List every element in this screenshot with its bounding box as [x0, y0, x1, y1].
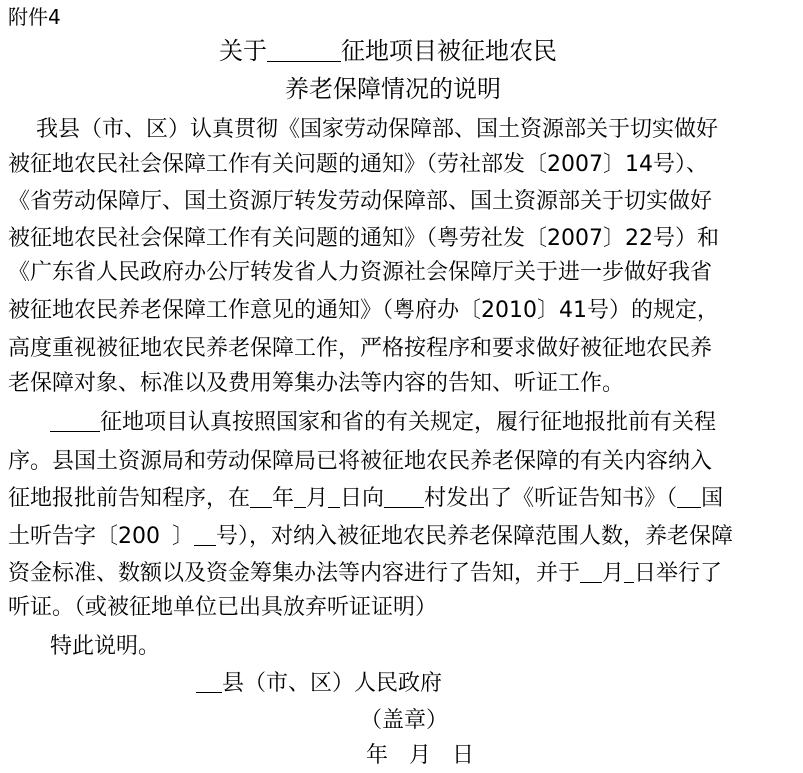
title-line-1: [219, 36, 557, 66]
paragraph1-line: 我县（市、区）认真贯彻《国家劳动保障部、国土资源部关于切实做好: [36, 117, 719, 142]
closing-text: 特此说明。: [50, 634, 161, 659]
paragraph2-line-3: [8, 484, 723, 514]
title-line-2: 养老保障情况的说明: [285, 75, 501, 103]
hearing-month-blank: [580, 560, 602, 583]
paragraph1-line: 《广东省人民政府办公厅转发省人力资源社会保障厅关于进一步做好我省: [8, 260, 713, 285]
signature-org: [196, 669, 442, 699]
month-blank: [294, 485, 306, 508]
paragraph2-line-6: 听证。（或被征地单位已出具放弃听证证明）: [8, 595, 438, 620]
paragraph2-text: 征地报批前告知程序，在: [8, 486, 251, 511]
county-blank: [196, 670, 222, 693]
paragraph1-line: 老保障对象、标准以及费用筹集办法等内容的告知、听证工作。: [8, 371, 625, 396]
title-prefix: 关于: [219, 37, 267, 65]
signature-date: 年 月 日: [366, 743, 474, 768]
paragraph2-text: 〕: [172, 524, 195, 549]
village-blank: [384, 485, 424, 508]
paragraph2-text: 日举行了: [634, 561, 723, 586]
paragraph2-line-1: [50, 408, 716, 438]
signature-org-text: 县（市、区）人民政府: [222, 671, 443, 696]
project-name-blank: [267, 37, 341, 62]
paragraph1-line: 《省劳动保障厅、国土资源厅转发劳动保障部、国土资源部关于切实做好: [8, 189, 713, 214]
paragraph2-line-2: 序。县国土资源局和劳动保障局已将被征地农民养老保障的有关内容纳入: [8, 449, 713, 474]
project-blank: [50, 409, 100, 432]
paragraph1-line: 被征地农民社会保障工作有关问题的通知》（劳社部发〔2007〕14号）、: [8, 152, 708, 177]
paragraph2-text: 日向: [340, 486, 385, 511]
paragraph1-line: 被征地农民社会保障工作有关问题的通知》（粤劳社发〔2007〕22号）和: [8, 226, 719, 251]
paragraph2-line-5: [8, 559, 722, 589]
paragraph2-text: 月: [602, 561, 625, 586]
paragraph2-text: 国: [701, 486, 724, 511]
year-blank: [250, 485, 272, 508]
day-blank: [328, 485, 340, 508]
paragraph2-text: 村发出了《听证告知书》（: [424, 486, 678, 511]
signature-seal: （盖章）: [360, 708, 449, 733]
paragraph1-line: 被征地农民养老保障工作意见的通知》（粤府办〔2010〕41号）的规定，: [8, 298, 719, 323]
paragraph2-text: 月: [306, 486, 329, 511]
paragraph1-line: 高度重视被征地农民养老保障工作，严格按程序和要求做好被征地农民养: [8, 336, 713, 361]
title-suffix: 征地项目被征地农民: [341, 37, 557, 65]
paragraph2-text: 资金标准、数额以及资金筹集办法等内容进行了告知，并于: [8, 561, 581, 586]
bureau-blank: [677, 485, 701, 508]
attachment-label: 附件4: [8, 5, 61, 29]
hearing-day-blank: [624, 560, 634, 583]
paragraph2-text: 号），对纳入被征地农民养老保障范围人数，养老保障: [216, 524, 734, 549]
paragraph2-text: 年: [272, 486, 295, 511]
paragraph2-text: 征地项目认真按照国家和省的有关规定，履行征地报批前有关程: [100, 410, 717, 435]
paragraph2-text: 土听告字〔200: [8, 524, 160, 549]
paragraph2-line-4: [8, 522, 733, 552]
doc-number-blank: [194, 523, 216, 546]
